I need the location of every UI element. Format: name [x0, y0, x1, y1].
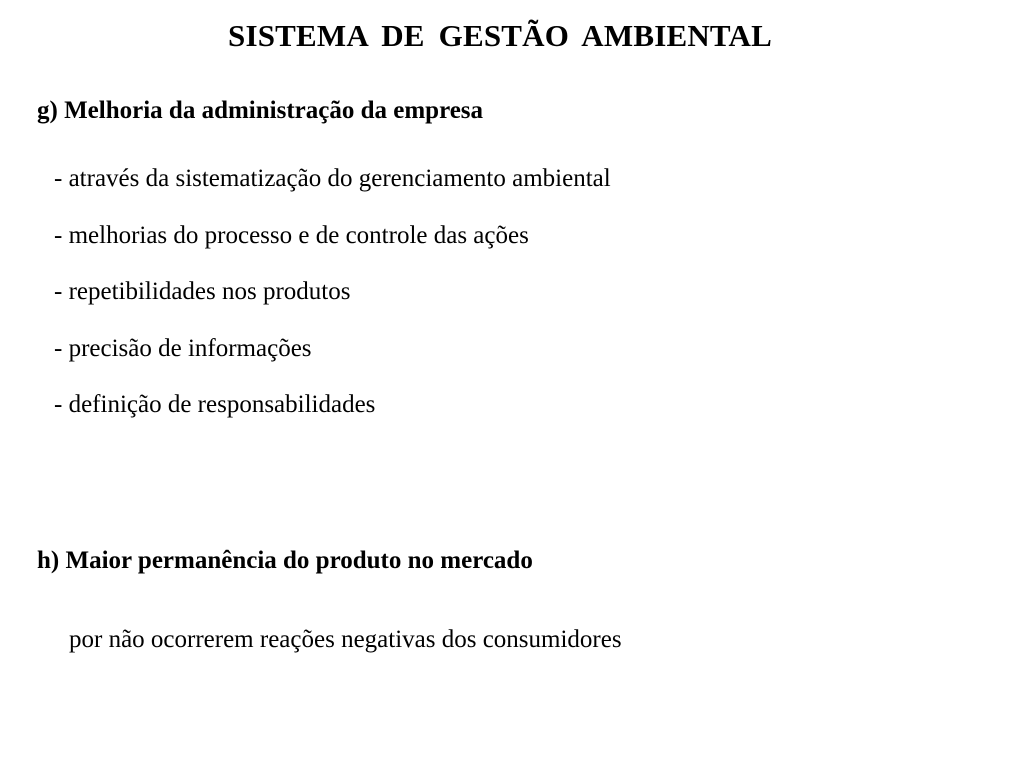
section-h-text: por não ocorrerem reações negativas dos consumidores — [69, 626, 622, 653]
list-item: - através da sistematização do gerenciamento ambiental — [54, 165, 611, 192]
section-g-list — [54, 163, 611, 446]
list-item: - definição de responsabilidades — [54, 391, 376, 418]
slide-title: SISTEMA DE GESTÃO AMBIENTAL — [228, 18, 772, 53]
list-item: - melhorias do processo e de controle das ações — [54, 221, 529, 249]
section-h-heading: h) Maior permanência do produto no mercado — [37, 547, 533, 574]
list-item: - repetibilidades nos produtos — [54, 278, 351, 305]
section-g-heading: g) Melhoria da administração da empresa — [37, 97, 484, 124]
list-item: - precisão de informações — [54, 334, 312, 362]
